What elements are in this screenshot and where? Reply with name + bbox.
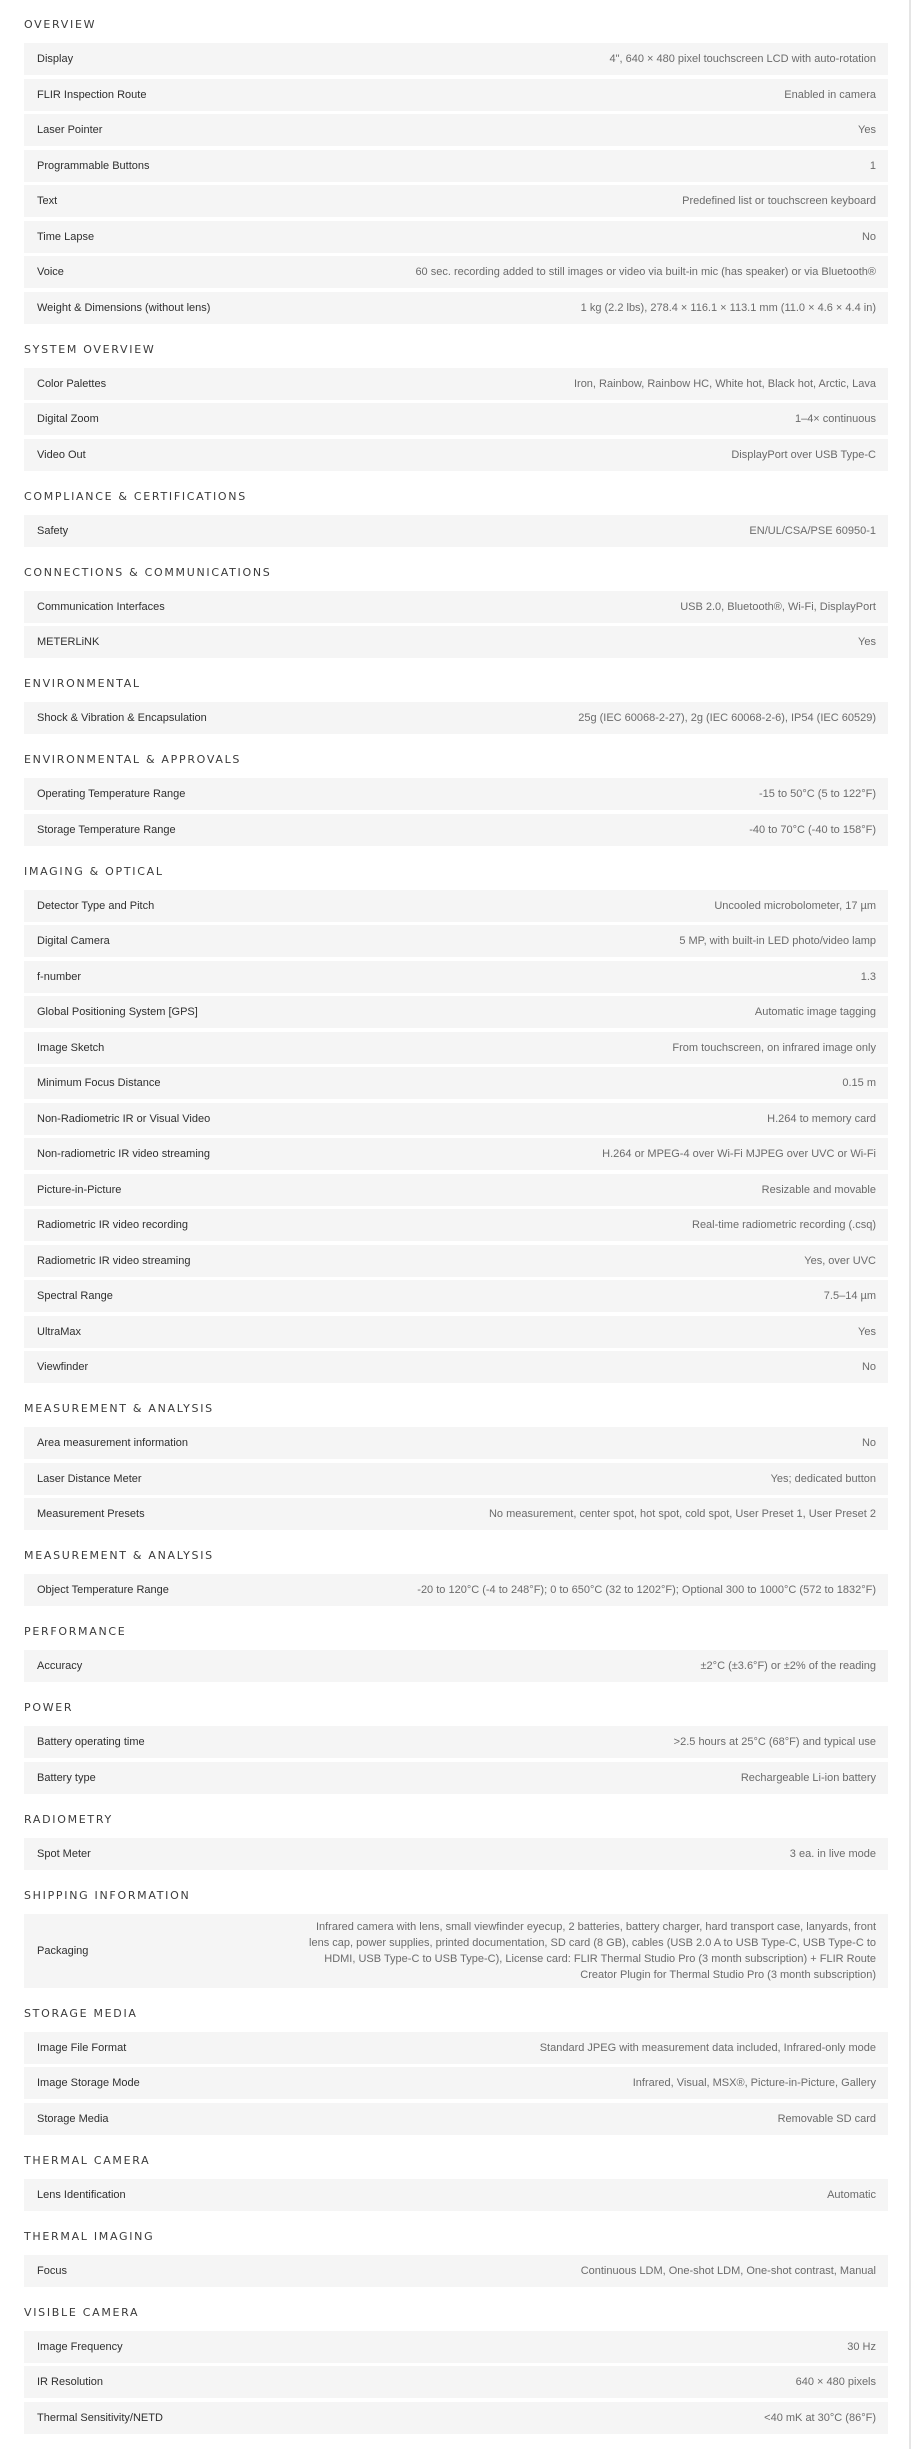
spec-value: 60 sec. recording added to still images or video via built-in mic (has speaker) or via Bluetooth® bbox=[415, 266, 876, 278]
spec-label: Digital Camera bbox=[37, 935, 110, 947]
spec-value: H.264 or MPEG-4 over Wi-Fi MJPEG over UVC or Wi-Fi bbox=[602, 1148, 876, 1160]
spec-value: Uncooled microbolometer, 17 µm bbox=[714, 899, 876, 912]
page-right-border bbox=[909, 0, 911, 2449]
spec-value: From touchscreen, on infrared image only bbox=[672, 1041, 876, 1054]
spec-section-environmental bbox=[24, 672, 888, 734]
spec-value: Yes bbox=[858, 1325, 876, 1338]
spec-label: Thermal Sensitivity/NETD bbox=[37, 2411, 163, 2424]
spec-label: Battery operating time bbox=[37, 1736, 145, 1748]
spec-label: Viewfinder bbox=[37, 1361, 89, 1373]
spec-label: Laser Distance Meter bbox=[37, 1472, 142, 1485]
spec-row-operating-temperature-range bbox=[24, 778, 888, 810]
spec-row-measurement-presets bbox=[24, 1498, 888, 1530]
spec-row-radiometric-ir-video-streaming bbox=[24, 1245, 888, 1277]
spec-value: 1–4× continuous bbox=[794, 413, 876, 425]
spec-row-image-storage-mode bbox=[24, 2067, 888, 2099]
spec-value: Yes bbox=[858, 636, 876, 648]
spec-label: Communication Interfaces bbox=[37, 600, 165, 613]
spec-label: Detector Type and Pitch bbox=[37, 899, 155, 912]
spec-row-meterlink bbox=[24, 626, 888, 658]
section-title: RADIOMETRY bbox=[24, 1812, 113, 1826]
spec-label: METERLiNK bbox=[37, 636, 100, 648]
spec-row-digital-zoom bbox=[24, 403, 888, 435]
spec-row-video-out bbox=[24, 439, 888, 471]
spec-value: Standard JPEG with measurement data included, Infrared-only mode bbox=[539, 2041, 876, 2054]
spec-label: Video Out bbox=[37, 448, 86, 461]
spec-value: DisplayPort over USB Type-C bbox=[731, 448, 876, 461]
spec-row-time-lapse bbox=[24, 221, 888, 253]
spec-row-color-palettes bbox=[24, 368, 888, 400]
spec-label: Image File Format bbox=[37, 2041, 127, 2054]
spec-label: Spectral Range bbox=[37, 1290, 113, 1302]
spec-value: Real-time radiometric recording (.csq) bbox=[692, 1219, 876, 1231]
spec-value: Yes, over UVC bbox=[804, 1254, 876, 1267]
spec-label: Focus bbox=[37, 2264, 67, 2277]
spec-section-visible-camera bbox=[24, 2301, 888, 2434]
spec-label: Display bbox=[37, 53, 74, 65]
spec-value: 7.5–14 µm bbox=[823, 1290, 876, 1302]
spec-row-image-sketch bbox=[24, 1032, 888, 1064]
spec-row-radiometric-ir-video-recording bbox=[24, 1209, 888, 1241]
spec-label: Weight & Dimensions (without lens) bbox=[37, 301, 211, 314]
section-title: MEASUREMENT & ANALYSIS bbox=[24, 1402, 214, 1415]
section-title: OVERVIEW bbox=[24, 18, 97, 31]
spec-label: Radiometric IR video streaming bbox=[37, 1254, 191, 1267]
spec-section-imaging-and-optical bbox=[24, 860, 888, 1384]
section-title: COMPLIANCE & CERTIFICATIONS bbox=[24, 489, 247, 503]
spec-row-area-measurement-information bbox=[24, 1427, 888, 1459]
spec-label: Color Palettes bbox=[37, 377, 107, 390]
spec-value: Yes bbox=[858, 124, 876, 136]
spec-section-performance bbox=[24, 1620, 888, 1682]
spec-label: Time Lapse bbox=[37, 230, 95, 243]
spec-label: Global Positioning System [GPS] bbox=[37, 1006, 198, 1018]
spec-value: 30 Hz bbox=[847, 2340, 876, 2353]
spec-label: Lens Identification bbox=[37, 2188, 126, 2201]
spec-label: Laser Pointer bbox=[37, 124, 103, 136]
specifications-list bbox=[24, 0, 888, 2437]
spec-row-object-temperature-range bbox=[24, 1574, 888, 1606]
spec-value: No bbox=[861, 230, 876, 243]
spec-value: >2.5 hours at 25°C (68°F) and typical use bbox=[673, 1736, 876, 1748]
spec-value: 1 bbox=[869, 159, 876, 172]
spec-label: UltraMax bbox=[37, 1325, 82, 1338]
spec-label: Spot Meter bbox=[37, 1847, 91, 1860]
spec-label: Image Frequency bbox=[37, 2340, 123, 2353]
spec-value: Resizable and movable bbox=[761, 1183, 876, 1196]
spec-label: Programmable Buttons bbox=[37, 159, 150, 172]
spec-row-safety bbox=[24, 515, 888, 547]
spec-value: ±2°C (±3.6°F) or ±2% of the reading bbox=[700, 1660, 876, 1672]
section-title: THERMAL CAMERA bbox=[24, 2153, 151, 2167]
spec-row-ir-resolution bbox=[24, 2366, 888, 2398]
spec-row-voice bbox=[24, 256, 888, 288]
spec-value: 0.15 m bbox=[842, 1077, 876, 1089]
spec-value: Rechargeable Li-ion battery bbox=[740, 1771, 876, 1784]
spec-value: <40 mK at 30°C (86°F) bbox=[764, 2411, 876, 2424]
spec-row-storage-temperature-range bbox=[24, 814, 888, 846]
section-title: ENVIRONMENTAL bbox=[24, 677, 141, 690]
spec-row-display bbox=[24, 43, 888, 75]
spec-section-overview bbox=[24, 13, 888, 324]
spec-label: Area measurement information bbox=[37, 1437, 189, 1449]
spec-label: Image Storage Mode bbox=[37, 2077, 140, 2089]
spec-row-storage-media bbox=[24, 2103, 888, 2135]
spec-value: 1 kg (2.2 lbs), 278.4 × 116.1 × 113.1 mm (11.0 × 4.6 × 4.4 in) bbox=[580, 301, 876, 314]
spec-value: No measurement, center spot, hot spot, cold spot, User Preset 1, User Preset 2 bbox=[488, 1508, 876, 1520]
spec-label: Non-Radiometric IR or Visual Video bbox=[37, 1112, 211, 1125]
spec-section-storage-media bbox=[24, 2002, 888, 2135]
spec-section-connections-and-communications bbox=[24, 561, 888, 659]
spec-section-thermal-imaging bbox=[24, 2225, 888, 2287]
spec-value: EN/UL/CSA/PSE 60950-1 bbox=[749, 524, 876, 537]
spec-label: Accuracy bbox=[37, 1660, 83, 1672]
spec-row-focus bbox=[24, 2255, 888, 2287]
spec-label: Picture-in-Picture bbox=[37, 1183, 122, 1196]
spec-value: USB 2.0, Bluetooth®, Wi-Fi, DisplayPort bbox=[680, 600, 876, 613]
spec-section-system-overview bbox=[24, 338, 888, 471]
spec-label: Storage Media bbox=[37, 2112, 109, 2125]
spec-value: No bbox=[861, 1361, 876, 1373]
section-title: VISIBLE CAMERA bbox=[24, 2305, 140, 2319]
section-title: CONNECTIONS & COMMUNICATIONS bbox=[24, 565, 272, 579]
spec-row-lens-identification bbox=[24, 2179, 888, 2211]
spec-value: Infrared, Visual, MSX®, Picture-in-Picture, Gallery bbox=[632, 2077, 876, 2089]
section-title: SHIPPING INFORMATION bbox=[24, 1888, 191, 1902]
spec-row-shock-and-vibration-and-encapsulation bbox=[24, 702, 888, 734]
spec-section-measurement-and-analysis bbox=[24, 1544, 888, 1606]
spec-row-weight-and-dimensions-without-lens bbox=[24, 292, 888, 324]
spec-label: Storage Temperature Range bbox=[37, 823, 176, 836]
spec-row-f-number bbox=[24, 961, 888, 993]
spec-label: FLIR Inspection Route bbox=[37, 88, 147, 101]
spec-row-ultramax bbox=[24, 1316, 888, 1348]
spec-row-battery-operating-time bbox=[24, 1726, 888, 1758]
spec-value: Iron, Rainbow, Rainbow HC, White hot, Black hot, Arctic, Lava bbox=[573, 377, 876, 390]
section-title: POWER bbox=[24, 1701, 74, 1714]
spec-section-power bbox=[24, 1696, 888, 1794]
spec-section-compliance-and-certifications bbox=[24, 485, 888, 547]
spec-value: No bbox=[861, 1437, 876, 1449]
section-title: SYSTEM OVERVIEW bbox=[24, 342, 156, 356]
spec-row-laser-pointer bbox=[24, 114, 888, 146]
spec-value: -40 to 70°C (-40 to 158°F) bbox=[749, 823, 876, 836]
spec-value: Enabled in camera bbox=[784, 88, 876, 101]
section-title: ENVIRONMENTAL & APPROVALS bbox=[24, 753, 242, 766]
spec-label: Non-radiometric IR video streaming bbox=[37, 1148, 211, 1160]
spec-section-shipping-information bbox=[24, 1884, 888, 1988]
spec-value: 1.3 bbox=[860, 970, 876, 983]
spec-row-spot-meter bbox=[24, 1838, 888, 1870]
spec-row-thermal-sensitivity-netd bbox=[24, 2402, 888, 2434]
spec-value: 25g (IEC 60068-2-27), 2g (IEC 60068-2-6), IP54 (IEC 60529) bbox=[578, 712, 876, 724]
spec-section-radiometry bbox=[24, 1808, 888, 1870]
spec-label: Digital Zoom bbox=[37, 413, 99, 425]
section-title: PERFORMANCE bbox=[24, 1625, 127, 1638]
spec-row-image-file-format bbox=[24, 2032, 888, 2064]
spec-row-non-radiometric-ir-or-visual-video bbox=[24, 1103, 888, 1135]
section-title: IMAGING & OPTICAL bbox=[24, 864, 164, 878]
spec-row-laser-distance-meter bbox=[24, 1463, 888, 1495]
spec-label: Measurement Presets bbox=[37, 1508, 145, 1520]
spec-value: 3 ea. in live mode bbox=[789, 1847, 876, 1860]
spec-label: Radiometric IR video recording bbox=[37, 1219, 189, 1231]
spec-value: Automatic bbox=[827, 2188, 876, 2201]
spec-value: Predefined list or touchscreen keyboard bbox=[682, 195, 876, 207]
spec-row-detector-type-and-pitch bbox=[24, 890, 888, 922]
spec-label: Object Temperature Range bbox=[37, 1584, 169, 1596]
spec-section-environmental-and-approvals bbox=[24, 748, 888, 846]
spec-row-picture-in-picture bbox=[24, 1174, 888, 1206]
spec-value: Yes; dedicated button bbox=[770, 1472, 876, 1485]
spec-label: Packaging bbox=[37, 1944, 89, 1957]
spec-row-digital-camera bbox=[24, 925, 888, 957]
spec-label: Text bbox=[37, 195, 58, 207]
spec-value: Continuous LDM, One-shot LDM, One-shot contrast, Manual bbox=[580, 2264, 876, 2277]
spec-label: Voice bbox=[37, 266, 64, 278]
spec-value: 640 × 480 pixels bbox=[795, 2376, 876, 2388]
spec-row-flir-inspection-route bbox=[24, 79, 888, 111]
spec-value: -15 to 50°C (5 to 122°F) bbox=[758, 788, 876, 800]
spec-value: Automatic image tagging bbox=[754, 1006, 876, 1018]
spec-row-spectral-range bbox=[24, 1280, 888, 1312]
spec-label: Operating Temperature Range bbox=[37, 788, 186, 800]
section-title: MEASUREMENT & ANALYSIS bbox=[24, 1549, 214, 1562]
section-title: STORAGE MEDIA bbox=[24, 2006, 138, 2020]
spec-row-viewfinder bbox=[24, 1351, 888, 1383]
section-title: THERMAL IMAGING bbox=[24, 2229, 155, 2243]
spec-value: Removable SD card bbox=[777, 2112, 876, 2125]
spec-row-image-frequency bbox=[24, 2331, 888, 2363]
spec-label: Shock & Vibration & Encapsulation bbox=[37, 712, 207, 724]
spec-row-programmable-buttons bbox=[24, 150, 888, 182]
spec-label: f-number bbox=[37, 970, 82, 983]
spec-label: Battery type bbox=[37, 1771, 96, 1784]
spec-row-non-radiometric-ir-video-streaming bbox=[24, 1138, 888, 1170]
spec-value: 4", 640 × 480 pixel touchscreen LCD with auto-rotation bbox=[609, 53, 876, 65]
spec-row-packaging bbox=[24, 1914, 888, 1988]
spec-row-battery-type bbox=[24, 1762, 888, 1794]
spec-section-thermal-camera bbox=[24, 2149, 888, 2211]
spec-row-communication-interfaces bbox=[24, 591, 888, 623]
spec-row-accuracy bbox=[24, 1650, 888, 1682]
spec-section-measurement-and-analysis bbox=[24, 1397, 888, 1530]
spec-row-text bbox=[24, 185, 888, 217]
spec-value: H.264 to memory card bbox=[767, 1112, 876, 1125]
spec-value: Infrared camera with lens, small viewfinder eyecup, 2 batteries, battery charger, hard transport case, lanyards, front lens cap, power supplies, printed documentation, SD card (8 GB), cables (USB 2.0 A to USB Type-C, USB Type-C to HDMI, USB Type-C to USB Type-C), License card: FLIR Thermal Studio Pro (3 month subscription) + FLIR Route Creator Plugin for Thermal Studio Pro (3 month subscription) bbox=[309, 1920, 876, 1981]
spec-value: 5 MP, with built-in LED photo/video lamp bbox=[679, 935, 876, 947]
spec-row-global-positioning-system-gps bbox=[24, 996, 888, 1028]
spec-label: Minimum Focus Distance bbox=[37, 1077, 161, 1089]
spec-label: IR Resolution bbox=[37, 2376, 104, 2388]
spec-label: Safety bbox=[37, 524, 69, 537]
spec-row-minimum-focus-distance bbox=[24, 1067, 888, 1099]
spec-label: Image Sketch bbox=[37, 1041, 105, 1054]
spec-value: -20 to 120°C (-4 to 248°F); 0 to 650°C (32 to 1202°F); Optional 300 to 1000°C (572 to 1832°F) bbox=[417, 1584, 876, 1596]
